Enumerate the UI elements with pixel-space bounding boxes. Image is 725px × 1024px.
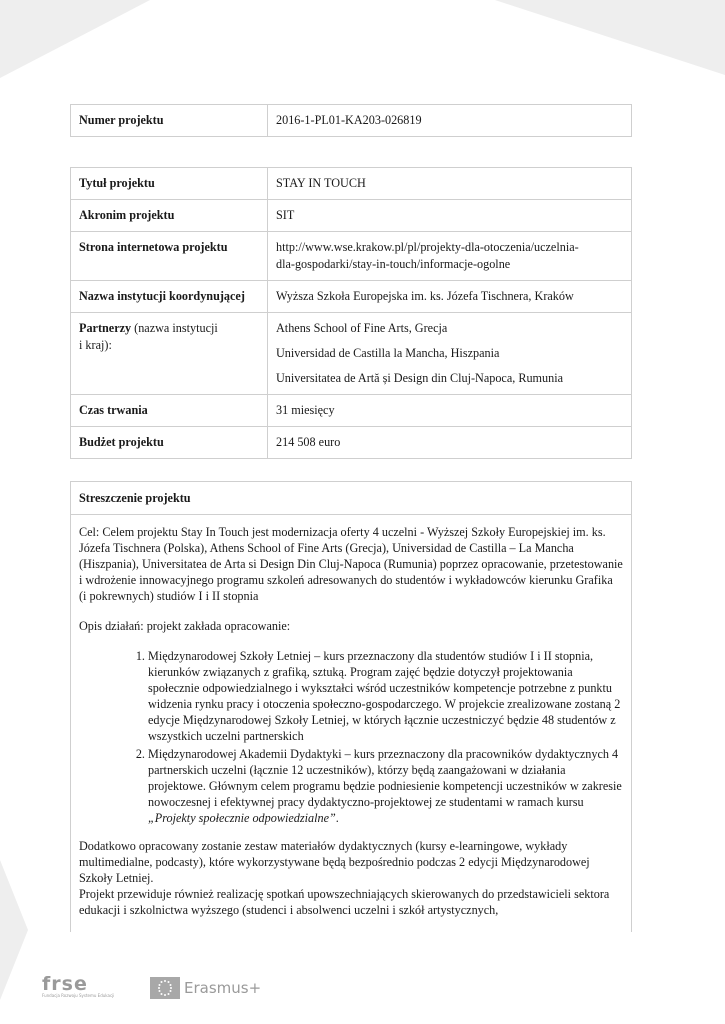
list-item: 1. Międzynarodowej Szkoły Letniej – kurs przeznaczony dla studentów studiów I i II stopnia, kierunków związanych z grafiką, sztuką. Program zajęć będzie dotyczył projektowania społecznie odpowiedzialnego i wykształci wśród uczestników kompetencje potrzebne z punktu widzenia rynku pracy i otoczenia społeczno-gospodarczego. W projekcie zrealizowane zostaną 2 edycje Międzynarodowej Szkoły Letniej, w których łącznie uczestniczyć będzie 48 studentów z wszystkich uczelni partnerskich (148, 648, 623, 744)
partners-label-note: (nazwa instytucji (131, 321, 218, 335)
partners-label: Partnerzy (79, 321, 132, 335)
partner-item: Universitatea de Artă și Design din Cluj-Napoca, Rumunia (276, 371, 564, 385)
partners-label-cell (71, 313, 268, 395)
summary-actions-list (79, 648, 623, 826)
table-row (71, 105, 632, 137)
website-url-line-1: http://www.wse.krakow.pl/pl/projekty-dla-otoczenia/uczelnia- (276, 240, 579, 254)
decorative-corner-top-right (495, 0, 725, 75)
table-row (71, 168, 632, 200)
course-name: „Projekty społecznie odpowiedzialne” (148, 811, 336, 825)
summary-body (71, 515, 631, 918)
partner-item: Athens School of Fine Arts, Grecja (276, 321, 448, 335)
frse-logo (42, 975, 118, 1003)
frse-logo-subtitle: Fundacja Rozwoju Systemu Edukacji (42, 993, 115, 998)
website-value (268, 232, 632, 281)
project-details-table (70, 167, 632, 459)
decorative-corner-bottom-left (0, 860, 28, 1000)
partners-value (268, 313, 632, 395)
project-summary-box (70, 481, 632, 932)
budget-label: Budżet projektu (71, 427, 268, 459)
table-row (71, 232, 632, 281)
acronym-value: SIT (268, 200, 632, 232)
website-label: Strona internetowa projektu (71, 232, 268, 281)
summary-goal: Cel: Celem projektu Stay In Touch jest modernizacja oferty 4 uczelni - Wyższej Szkoły Europejskiej im. ks. Józefa Tischnera (Polska), Athens School of Fine Arts (Grecja), Universidad de Castilla – La Mancha (Hiszpania), Universitatea de Arta si Design Din Cluj-Napoca (Rumunia) poprzez opracowanie, przetestowanie i wdrożenie innowacyjnego programu szkoleń adresowanych do studentów i wykładowców kierunku Grafika (i pokrewnych) studiów I i II stopnia (79, 525, 623, 603)
summary-heading: Streszczenie projektu (71, 482, 631, 515)
table-row (71, 313, 632, 395)
table-row (71, 200, 632, 232)
frse-logo-text: frse (42, 973, 88, 995)
partners-label-note-2: i kraj): (79, 338, 112, 352)
summary-meetings: Projekt przewiduje również realizację spotkań upowszechniających skierowanych do przedstawicieli sektora edukacji i szkolnictwa wyższego (studenci i absolwenci uczelni i szkół artystycznych, (79, 887, 610, 917)
summary-actions-intro: Opis działań: projekt zakłada opracowanie: (79, 619, 291, 633)
website-url-line-2: dla-gospodarki/stay-in-touch/informacje-ogolne (276, 257, 511, 271)
list-item (148, 746, 623, 826)
erasmus-plus-logo: Erasmus+ (184, 979, 262, 997)
table-row (71, 427, 632, 459)
decorative-corner-top-left (0, 0, 150, 78)
title-value: STAY IN TOUCH (268, 168, 632, 200)
list-item-text: Międzynarodowej Akademii Dydaktyki – kurs przeznaczony dla pracowników dydaktycznych 4 partnerskich uczelni (łącznie 12 uczestników), którzy będą zaangażowani w działania projektowe. Głównym celem programu będzie podniesienie kompetencji uczestników w zakresie nowoczesnej i efektywnej pracy dydaktyczno-projektowej ze studentami w ramach kursu (148, 747, 622, 809)
duration-label: Czas trwania (71, 395, 268, 427)
acronym-label: Akronim projektu (71, 200, 268, 232)
coordinator-value: Wyższa Szkoła Europejska im. ks. Józefa Tischnera, Kraków (268, 281, 632, 313)
table-row (71, 395, 632, 427)
project-number-table (70, 104, 632, 137)
coordinator-label: Nazwa instytucji koordynującej (71, 281, 268, 313)
duration-value: 31 miesięcy (268, 395, 632, 427)
title-label: Tytuł projektu (71, 168, 268, 200)
partner-item: Universidad de Castilla la Mancha, Hiszpania (276, 346, 500, 360)
table-row (71, 281, 632, 313)
summary-extra: Dodatkowo opracowany zostanie zestaw materiałów dydaktycznych (kursy e-learningowe, wykłady multimedialne, podcasty), które wykorzystywane będą bezpośrednio podczas 2 edycji Międzynarodowej Szkoły Letniej. (79, 839, 590, 885)
eu-flag-icon (150, 977, 180, 999)
list-item-end: . (335, 811, 339, 825)
project-number-value: 2016-1-PL01-KA203-026819 (268, 105, 632, 137)
budget-value: 214 508 euro (268, 427, 632, 459)
project-number-label: Numer projektu (71, 105, 268, 137)
